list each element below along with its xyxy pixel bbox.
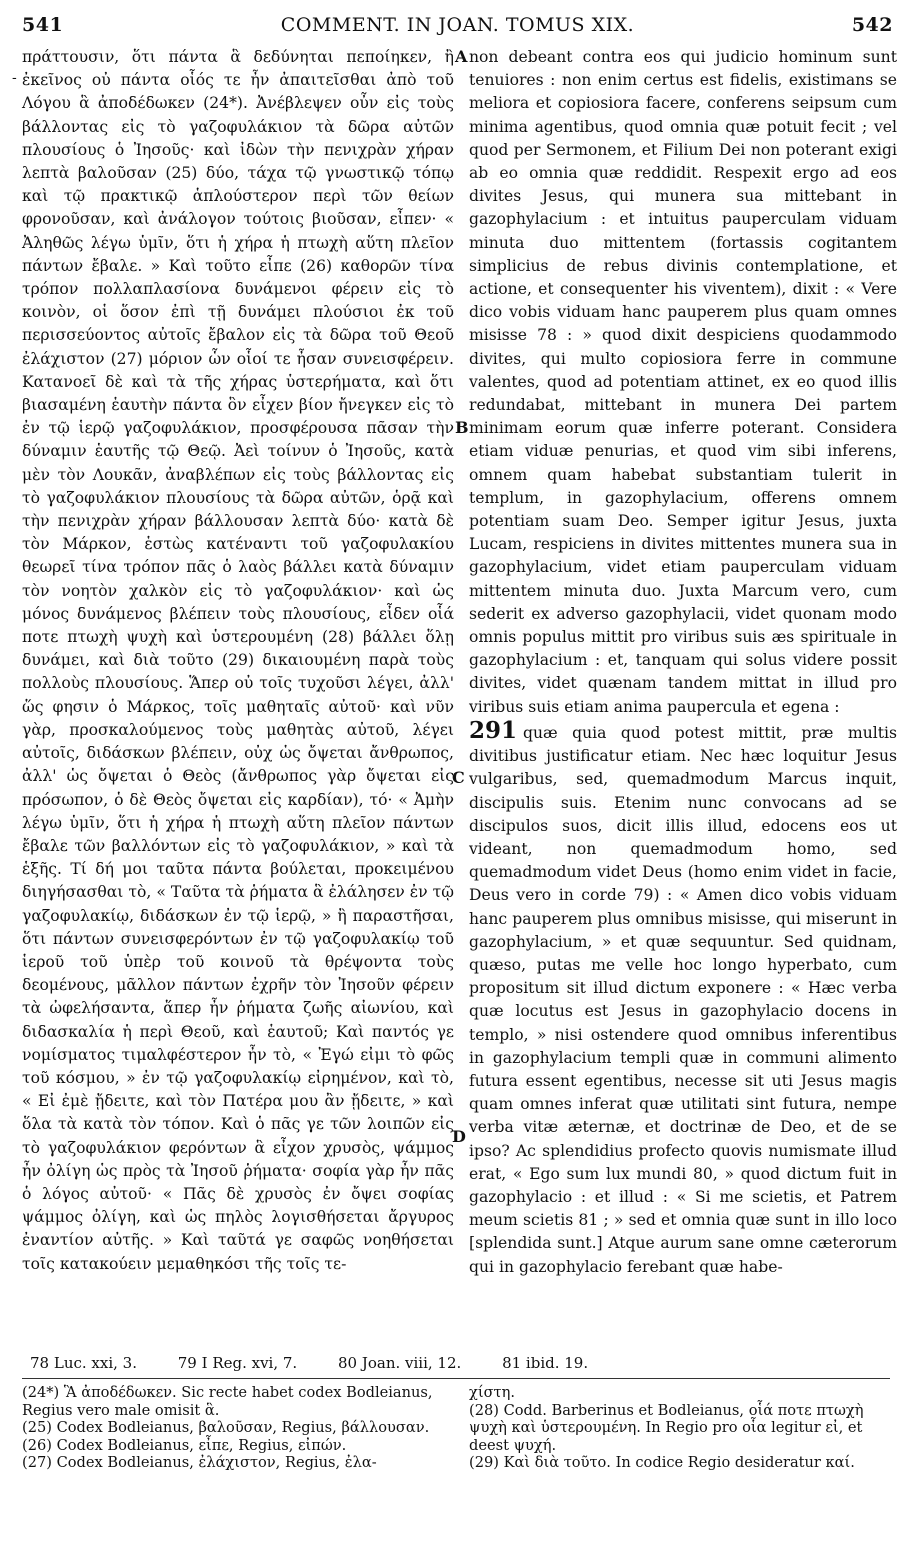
greek-column (22, 46, 454, 1276)
section-number: 291 (469, 716, 518, 744)
page-number-right: 542 (851, 14, 893, 36)
footnote: (27) Codex Bodleianus, ἐλάχιστον, Regius, ἐλα- (22, 1454, 377, 1471)
scripture-ref: 79 I Reg. xvi, 7. (177, 1354, 298, 1372)
scripture-references (30, 1354, 891, 1372)
footnote: (29) Καὶ διὰ τοῦτο. In codice Regio desideratur καί. (469, 1454, 855, 1471)
latin-text-part2: quæ quia quod potest mittit, præ multis divitibus justificatur etiam. Nec hæc loquitur Jesus vulgaribus, sed, quemadmodum Marcus inquit, discipulis suis. Etenim nunc convocans ad se discipulos suos, dicit illis illud, edocens eos ut videant, non quemadmodum homo, sed quemadmodum videt Deus (homo enim videt in facie, Deus vero in corde 79) : « Amen dico vobis viduam hanc pauperem plus omnibus misisse, qui miserunt in gazophylacium, » et quæ sequuntur. Sed quidnam, quæso, putas me velle hoc longo hyperbato, cum propositum sit illud dictum exponere : « Hæc verba quæ locutus est Jesus in gazophylacio docens in templo, » nisi ostendere quod omnibus inferentibus in gazophylacium templi quæ in communi alimento futura essent egentibus, necesse sit uti Jesus magis quam omnes inferat quæ utilitati sint futura, nempe verba vitæ æternæ, et doctrinæ de Deo, et de se ipso? Ac splendidius profecto quovis numismate illud erat, « Ego sum lux mundi 80, » quod dictum fuit in gazophylacio : et illud : « Si me scietis, et Patrem meum scietis 81 ; » sed et omnia quæ sunt in illo loco [splendida sunt.] Atque aurum sane omne cæterorum qui in gazophylacio ferebant quæ habe- (469, 723, 897, 1276)
margin-letter-b: B (455, 418, 469, 437)
greek-text: πράττουσιν, ὅτι πάντα ἃ δεδύνηται πεποίηκεν, ἢ ἐκεῖνος οὐ πάντα οἷός τε ἦν ἀπαιτεῖσθαι ἀπὸ τοῦ Λόγου ἃ ἀποδέδωκεν (24*). Ἀνέβλεψεν οὖν εἰς τοὺς βάλλοντας εἰς τὸ γαζοφυλάκιον τὰ δῶρα αὐτῶν πλουσίους ὁ Ἰησοῦς· καὶ ἰδὼν τὴν πενιχρὰν χήραν λεπτὰ βαλοῦσαν (25) δύο, τάχα τῷ γνωστικῷ τόπῳ καὶ τῷ πρακτικῷ ἁπλούστερον περὶ τῶν θείων φρονοῦσαν, καὶ ἀνάλογον τούτοις βιοῦσαν, εἶπεν· « Ἀληθῶς λέγω ὑμῖν, ὅτι ἡ χήρα ἡ πτωχὴ αὕτη πλεῖον πάντων ἔβαλε. » Καὶ τοῦτο εἶπε (26) καθορῶν τίνα τρόπον πολλαπλασίονα δυνάμενοι φέρειν εἰς τὸ κοινὸν, οἱ ὅσον ἐπὶ τῇ δυνάμει πλούσιοι ἐκ τοῦ περισσεύοντος αὐτοῖς ἔβαλον εἰς τὰ δῶρα τοῦ Θεοῦ ἐλάχιστον (27) μόριον ὧν οἷοί τε ἦσαν συνεισφέρειν. Κατανοεῖ δὲ καὶ τὰ τῆς χήρας ὑστερήματα, καὶ ὅτι βιασαμένη ἑαυτὴν πάντα ὃν εἶχεν βίον ἤνεγκεν εἰς τὸ ἐν τῷ ἱερῷ γαζοφυλάκιον, προσφέρουσα πᾶσαν τὴν δύναμιν ἑαυτῆς τῷ Θεῷ. Ἀεὶ τοίνυν ὁ Ἰησοῦς, κατὰ μὲν τὸν Λουκᾶν, ἀναβλέπων εἰς τοὺς βάλλοντας εἰς τὸ γαζοφυλάκιον πλουσίους τὰ δῶρα αὐτῶν, ὁρᾷ καὶ τὴν πενιχρὰν χήραν βάλλουσαν λεπτὰ δύο· κατὰ δὲ τὸν Μάρκον, ἑστὼς κατέναντι τοῦ γαζοφυλακίου θεωρεῖ τίνα τρόπον πᾶς ὁ λαὸς βάλλει κατὰ δύναμιν τὸν νοητὸν χαλκὸν εἰς τὸ γαζοφυλάκιον· καὶ ὡς μόνος δυνάμενος βλέπειν τοὺς πλουσίους, εἶδεν οἷά ποτε πτωχὴ ψυχὴ καὶ ὑστερουμένη (28) βάλλει ὅλῃ δυνάμει, καὶ διὰ τοῦτο (29) δικαιουμένη παρὰ τοὺς πολλοὺς πλουσίους. Ἅπερ οὐ τοῖς τυχοῦσι λέγει, ἀλλ' ὥς φησιν ὁ Μάρκος, τοῖς μαθηταῖς αὐτοῦ· καὶ νῦν γὰρ, προσκαλούμενος τοὺς μαθητὰς αὐτοῦ, λέγει αὐτοῖς, διδάσκων βλέπειν, οὐχ ὡς ὄψεται ἄνθρωπος, ἀλλ' ὡς ὄψεται ὁ Θεὸς (ἄνθρωπος γὰρ ὄψεται εἰς πρόσωπον, ὁ δὲ Θεὸς ὄψεται εἰς καρδίαν), τό· « Ἀμὴν λέγω ὑμῖν, ὅτι ἡ χήρα ἡ πτωχὴ αὕτη πλεῖον πάντων ἔβαλε τῶν βαλλόντων εἰς τὸ γαζοφυλάκιον, » καὶ τὰ ἑξῆς. Τί δή μοι ταῦτα πάντα βούλεται, προκειμένου διηγήσασθαι τὸ, « Ταῦτα τὰ ῥήματα ἃ ἐλάλησεν ἐν τῷ γαζοφυλακίῳ, διδάσκων ἐν τῷ ἱερῷ, » ἢ παραστῆσαι, ὅτι πάντων συνεισφερόντων ἐν τῷ γαζοφυλακίῳ τοῦ ἱεροῦ τοῦ ὑπὲρ τοῦ κοινοῦ τὰ θρέψοντα τοὺς δεομένους, μᾶλλον πάντων ἐχρῆν τὸν Ἰησοῦν φέρειν τὰ ὠφελήσαντα, ἅπερ ἦν ῥήματα ζωῆς αἰωνίου, καὶ διδασκαλία ἡ περὶ Θεοῦ, καὶ ἑαυτοῦ; Καὶ παντός γε νομίσματος τιμαλφέστερον ἦν τὸ, « Ἐγώ εἰμι τὸ φῶς τοῦ κόσμου, » ἐν τῷ γαζοφυλακίῳ εἰρημένον, καὶ τὸ, « Εἰ ἐμὲ ᾔδειτε, καὶ τὸν Πατέρα μου ἂν ᾔδειτε, » καὶ ὅλα τὰ κατὰ τὸν τόπον. Καὶ ὁ πᾶς γε τῶν λοιπῶν εἰς τὸ γαζοφυλάκιον φερόντων ἃ εἶχον χρυσὸς, ψάμμος ἦν ὀλίγη ὡς πρὸς τὰ Ἰησοῦ ῥήματα· σοφία γὰρ ἦν πᾶς ὁ λόγος αὐτοῦ· « Πᾶς δὲ χρυσὸς ἐν ὄψει σοφίας ψάμμος ὀλίγη, καὶ ὡς πηλὸς λογισθήσεται ἄργυρος ἐναντίον αὐτῆς. » Καὶ ταῦτά γε σαφῶς νοηθήσεται τοῖς κατακούειν μεμαθηκόσι τῆς τοῖς τε- (22, 48, 454, 1273)
margin-dash: - (12, 70, 17, 86)
footnote: (25) Codex Bodleianus, βαλοῦσαν, Regius, βάλλουσαν. (22, 1419, 430, 1436)
margin-letter-c: C (452, 768, 465, 787)
margin-letter-a: A (455, 47, 468, 66)
running-header (22, 14, 893, 40)
scripture-ref: 78 Luc. xxi, 3. (30, 1354, 137, 1372)
scripture-ref: 80 Joan. viii, 12. (337, 1354, 462, 1372)
notes-left-column (22, 1384, 448, 1472)
running-title: COMMENT. IN JOAN. TOMUS XIX. (280, 14, 635, 36)
notes-right-column (469, 1384, 889, 1472)
margin-letter-d: D (452, 1127, 466, 1146)
footnote: (26) Codex Bodleianus, εἶπε, Regius, εἰπών. (22, 1436, 347, 1454)
scripture-ref: 81 ibid. 19. (502, 1354, 589, 1372)
latin-text-part1: non debeant contra eos qui judicio hominum sunt tenuiores : non enim certus est fidelis, existimans se meliora et copiosiora facere, conferens seipsum cum minima agentibus, quod omnia quæ potuit fecit ; vel quod per Sermonem, et Filium Dei non poterant exigi ab eo omnia quæ reddidit. Respexit ergo ad eos divites Jesus, qui munera sua mittebant in gazophylacium : et intuitus pauperculam viduam minuta duo mittentem (fortassis cogitantem simplicius de rebus divinis contemplatione, et actione, et consequenter his viventem), dixit : « Vere dico vobis viduam hanc pauperem plus quam omnes misisse 78 : » quod dixit despiciens quodammodo divites, qui multo copiosiora ferre in commune valentes, quod ad potentiam attinet, ex eo quod illis redundabat, mittebant in munera Dei partem minimam eorum quæ inferre poterant. Considera etiam viduæ penurias, et quod vim sibi inferens, omnem quam habebat substantiam tulerit in templum, in gazophylacium, offerens omnem potentiam suam Deo. Semper igitur Jesus, juxta Lucam, respiciens in divites mittentes munera sua in gazophylacium, videt etiam pauperculam viduam mittentem minuta duo. Juxta Marcum vero, cum sederit ex adverso gazophylacii, videt quonam modo omnis populus mittit pro viribus suis æs spirituale in gazophylacium : et, tanquam qui solus videre possit divites, videt quænam tandem mittat in illud pro viribus suis etiam anima paupercula et egena : (469, 48, 897, 716)
footnote-divider (22, 1378, 890, 1379)
latin-column (469, 46, 897, 1279)
footnote: (24*) Ἃ ἀποδέδωκεν. Sic recte habet codex Bodleianus, Regius vero male omisit ἃ. (22, 1384, 433, 1419)
page-number-left: 541 (22, 14, 64, 36)
footnote: χίστη. (469, 1384, 515, 1401)
footnote: (28) Codd. Barberinus et Bodleianus, οἷά ποτε πτωχὴ ψυχὴ καὶ ὑστερουμένη. In Regio pro οἷα legitur εἰ, et deest ψυχή. (469, 1401, 864, 1454)
